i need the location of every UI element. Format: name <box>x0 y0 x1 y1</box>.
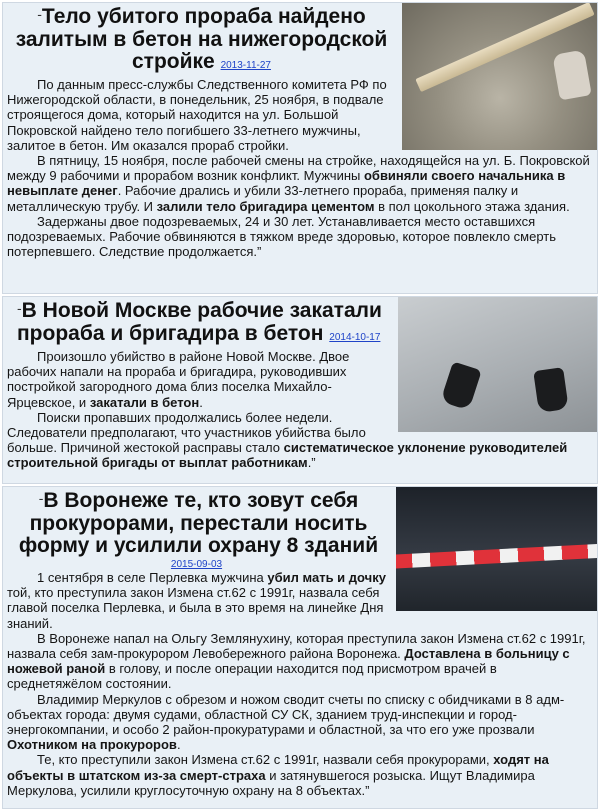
emphasis-text: залили тело бригадира цементом <box>156 198 375 214</box>
emphasis-text: Доставлена в больницу с ножевой раной <box>7 646 570 677</box>
concrete-trowel-photo <box>402 2 598 150</box>
article-paragraph <box>3 752 597 798</box>
paragraph-text: . <box>199 394 203 410</box>
article-paragraph <box>3 153 597 214</box>
boots-in-concrete-photo <box>398 297 598 432</box>
article-3 <box>2 486 598 809</box>
boot-icon <box>440 361 482 410</box>
paragraph-text: . <box>176 737 181 753</box>
emphasis-text: закатали в бетон <box>89 394 200 410</box>
emphasis-text: систематическое уклонение руководителей строительной бригады от выплат работникам <box>7 440 568 471</box>
paragraph-text: той, кто преступила закон Измена ст.62 с 1991г, назвала себя главой поселка Перлевка, и была в это время на линейке Дня знаний. <box>7 585 384 631</box>
glove-icon <box>552 50 592 101</box>
paragraph-text: В Воронеже напал на Ольгу Землянухину, которая преступила закон Измена ст.62 с 1991г, назвала себя зам-прокурором Левобережного района Воронежа. <box>7 630 586 662</box>
emphasis-text: ходят на объекты в штатском из-за смерт-страха <box>7 752 549 783</box>
paragraph-text: 1 сентября в селе Перлевка мужчина <box>37 570 268 585</box>
paragraph-text: и затянувшегося розыска. Ищут Владимира Меркулова, усилили круглосуточную охрану на 8 объектах.” <box>7 767 535 798</box>
article-paragraph <box>3 631 597 692</box>
tape-icon <box>396 543 598 569</box>
article-title: -В Новой Москве рабочие закатали прораба и бригадира в бетон 2014-10-17 <box>17 299 382 345</box>
paragraph-text: Поиски пропавших продолжались более недели. Следователи предполагают, что участников убийства было больше. Причиной жестокой расправы стало <box>7 409 366 456</box>
emphasis-text: Охотником на прокуроров <box>7 737 177 753</box>
paragraph-text: В пятницу, 15 ноября, после рабочей смены на стройке, находящейся на ул. Б. Покровской между 9 рабочими и прорабом возник конфликт. Мужчины <box>7 153 590 184</box>
paragraph-text: По данным пресс-службы Следственного комитета РФ по Нижегородской области, в понедельник, 25 ноября, в подвале строящегося дома, который находится на ул. Большой Покровской найдено тело погибшего 33-летнего мужчины, залитое в бетон. Им оказался прораб стройки. <box>7 77 387 153</box>
boot-icon <box>533 367 569 413</box>
bullet-dash-icon: - <box>17 300 22 316</box>
paragraph-text: . Рабочие дрались и убили 33-летнего прораба, применяя палку и металлическую трубу. И <box>7 183 519 214</box>
bullet-dash-icon: - <box>38 490 44 506</box>
bullet-dash-icon: - <box>37 6 42 22</box>
paragraph-text: Произошло убийство в районе Новой Москве. Двое рабочих напали на прораба и бригадира, руководивших постройкой загородного дома близ поселка Михайло-Ярцевское, и <box>7 349 350 410</box>
paragraph-text: Те, кто преступили закон Измена ст.62 с 1991г, назвали себя прокурорами, <box>37 752 494 768</box>
paragraph-text: в голову, и после операции находится под присмотром врачей в среднетяжёлом состоянии. <box>7 661 497 692</box>
article-paragraph <box>3 692 597 753</box>
article-date-link[interactable]: 2014-10-17 <box>329 332 381 343</box>
emphasis-text: убил мать и дочку <box>267 570 386 585</box>
article-paragraph <box>3 214 597 260</box>
article-date-link[interactable]: 2013-11-27 <box>220 60 271 71</box>
article-date-link[interactable]: 2015-09-03 <box>170 559 223 570</box>
paragraph-text: .” <box>307 455 316 471</box>
emphasis-text: обвиняли своего начальника в невыплате денег <box>7 168 566 199</box>
article-title: -Тело убитого прораба найдено залитым в бетон на нижегородской стройке 2013-11-27 <box>15 5 388 73</box>
article-2 <box>2 296 598 484</box>
article-title: -В Воронеже те, кто зовут себя прокурорами, перестали носить форму и усилили охрану 8 зданий <box>18 489 379 557</box>
paragraph-text: Задержаны двое подозреваемых, 24 и 30 лет. Устанавливается место оставшихся подозреваемых. Рабочие обвиняются в тяжком вреде здоровью, которое повлекло смерть потерпевшего. Следствие продолжается.” <box>7 213 557 260</box>
article-1 <box>2 2 598 294</box>
paragraph-text: в пол цокольного этажа здания. <box>374 198 570 214</box>
crime-scene-tape-photo <box>396 487 598 611</box>
paragraph-text: Владимир Меркулов с обрезом и ножом сводит счеты по списку с обидчиками в 8 адм-объектах города: двумя судами, областной СУ СК, зданием труд-инспекции и город-энергокомпании, и особо 2 район-прокуратурами и областной, за что его уже прозвали <box>7 691 565 738</box>
